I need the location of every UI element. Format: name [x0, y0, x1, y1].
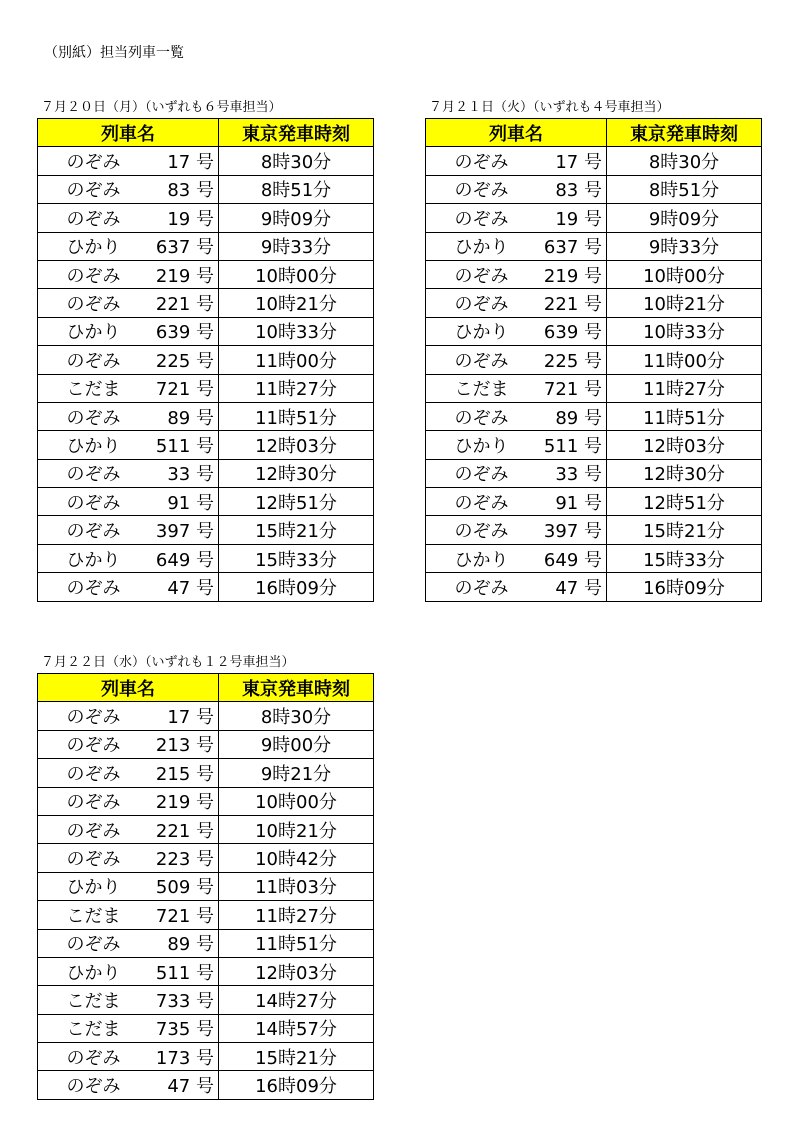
departure-time-cell: 10時21分	[607, 289, 762, 317]
departure-time-cell: 9時09分	[607, 204, 762, 232]
departure-time-cell: 10時21分	[219, 815, 374, 843]
train-number-cell: 219 号	[512, 260, 607, 288]
train-number-cell: 511 号	[124, 431, 219, 459]
section-title: ７月２０日（月）（いずれも６号車担当）	[41, 100, 282, 115]
train-type-cell: のぞみ	[38, 516, 124, 544]
table-row	[38, 402, 374, 430]
departure-time-cell: 10時00分	[219, 787, 374, 815]
table-row	[38, 346, 374, 374]
departure-time-cell: 15時33分	[607, 544, 762, 572]
train-type-cell: のぞみ	[38, 730, 124, 758]
table-row	[426, 544, 762, 572]
train-number-cell: 511 号	[512, 431, 607, 459]
schedule-section-jul22	[37, 653, 373, 1100]
train-type-cell: のぞみ	[426, 147, 512, 175]
train-number-cell: 225 号	[124, 346, 219, 374]
departure-time-cell: 16時09分	[219, 1071, 374, 1099]
departure-time-cell: 8時51分	[219, 175, 374, 203]
table-row	[426, 346, 762, 374]
train-number-cell: 47 号	[512, 573, 607, 601]
train-table	[425, 118, 762, 602]
table-row	[38, 844, 374, 872]
table-row	[38, 872, 374, 900]
train-type-cell: のぞみ	[38, 573, 124, 601]
departure-time-cell: 9時33分	[219, 232, 374, 260]
departure-time-cell: 12時51分	[607, 488, 762, 516]
train-number-cell: 33 号	[124, 459, 219, 487]
train-type-cell: のぞみ	[38, 1043, 124, 1071]
train-number-cell: 221 号	[124, 289, 219, 317]
departure-time-cell: 8時51分	[607, 175, 762, 203]
train-type-cell: のぞみ	[426, 488, 512, 516]
table-row	[38, 1043, 374, 1071]
train-type-cell: ひかり	[38, 431, 124, 459]
train-number-cell: 721 号	[512, 374, 607, 402]
train-type-cell: こだま	[426, 374, 512, 402]
train-number-cell: 397 号	[124, 516, 219, 544]
table-row	[38, 929, 374, 957]
train-type-cell: のぞみ	[426, 289, 512, 317]
train-type-cell: のぞみ	[426, 346, 512, 374]
train-number-cell: 17 号	[124, 702, 219, 730]
train-number-cell: 47 号	[124, 573, 219, 601]
table-header-row	[38, 119, 374, 147]
train-type-cell: のぞみ	[426, 516, 512, 544]
train-table	[37, 673, 374, 1100]
train-type-cell: のぞみ	[38, 488, 124, 516]
train-type-cell: のぞみ	[38, 759, 124, 787]
train-number-cell: 639 号	[124, 317, 219, 345]
departure-time-cell: 10時00分	[607, 260, 762, 288]
train-type-cell: ひかり	[426, 317, 512, 345]
departure-time-cell: 8時30分	[219, 147, 374, 175]
departure-time-cell: 10時21分	[219, 289, 374, 317]
train-number-cell: 509 号	[124, 872, 219, 900]
table-row	[426, 573, 762, 601]
train-number-cell: 649 号	[512, 544, 607, 572]
table-row	[38, 431, 374, 459]
table-row	[38, 1014, 374, 1042]
table-row	[38, 702, 374, 730]
train-type-cell: ひかり	[38, 957, 124, 985]
train-number-cell: 91 号	[124, 488, 219, 516]
train-type-cell: のぞみ	[38, 815, 124, 843]
table-row	[38, 815, 374, 843]
train-number-cell: 637 号	[512, 232, 607, 260]
train-number-cell: 225 号	[512, 346, 607, 374]
train-type-cell: のぞみ	[38, 346, 124, 374]
train-type-cell: ひかり	[38, 317, 124, 345]
table-row	[38, 544, 374, 572]
train-number-cell: 721 号	[124, 374, 219, 402]
train-type-cell: のぞみ	[38, 1071, 124, 1099]
train-type-cell: のぞみ	[38, 147, 124, 175]
table-row	[426, 459, 762, 487]
train-number-cell: 735 号	[124, 1014, 219, 1042]
train-type-cell: のぞみ	[38, 844, 124, 872]
table-row	[38, 986, 374, 1014]
departure-time-cell: 9時00分	[219, 730, 374, 758]
train-type-cell: のぞみ	[426, 260, 512, 288]
train-number-cell: 83 号	[124, 175, 219, 203]
train-type-cell: のぞみ	[38, 702, 124, 730]
train-number-cell: 511 号	[124, 957, 219, 985]
train-type-cell: こだま	[38, 986, 124, 1014]
train-type-cell: のぞみ	[426, 573, 512, 601]
train-type-cell: こだま	[38, 1014, 124, 1042]
departure-time-cell: 11時51分	[607, 402, 762, 430]
departure-time-cell: 11時51分	[219, 402, 374, 430]
train-number-cell: 221 号	[512, 289, 607, 317]
train-number-cell: 219 号	[124, 787, 219, 815]
train-number-cell: 733 号	[124, 986, 219, 1014]
departure-time-cell: 10時33分	[219, 317, 374, 345]
departure-time-header: 東京発車時刻	[219, 119, 374, 147]
train-type-cell: ひかり	[38, 544, 124, 572]
departure-time-cell: 15時21分	[219, 516, 374, 544]
train-type-cell: のぞみ	[38, 260, 124, 288]
departure-time-cell: 11時00分	[607, 346, 762, 374]
departure-time-cell: 15時33分	[219, 544, 374, 572]
document-title: （別紙）担当列車一覧	[44, 45, 184, 61]
departure-time-cell: 12時30分	[607, 459, 762, 487]
table-row	[38, 260, 374, 288]
train-number-cell: 173 号	[124, 1043, 219, 1071]
train-type-cell: こだま	[38, 374, 124, 402]
schedule-section-jul20	[37, 98, 373, 602]
train-number-cell: 637 号	[124, 232, 219, 260]
departure-time-cell: 11時51分	[219, 929, 374, 957]
table-row	[426, 260, 762, 288]
train-type-cell: のぞみ	[38, 787, 124, 815]
departure-time-cell: 8時30分	[219, 702, 374, 730]
train-type-cell: のぞみ	[38, 402, 124, 430]
train-type-cell: こだま	[38, 901, 124, 929]
train-name-header: 列車名	[38, 119, 219, 147]
table-row	[38, 204, 374, 232]
train-number-cell: 649 号	[124, 544, 219, 572]
departure-time-cell: 15時21分	[219, 1043, 374, 1071]
departure-time-cell: 15時21分	[607, 516, 762, 544]
departure-time-cell: 11時27分	[607, 374, 762, 402]
departure-time-cell: 9時21分	[219, 759, 374, 787]
train-number-cell: 47 号	[124, 1071, 219, 1099]
train-number-cell: 215 号	[124, 759, 219, 787]
train-type-cell: ひかり	[426, 232, 512, 260]
departure-time-cell: 10時42分	[219, 844, 374, 872]
section-title: ７月２１日（火）（いずれも４号車担当）	[429, 100, 670, 115]
departure-time-cell: 12時03分	[219, 431, 374, 459]
departure-time-cell: 16時09分	[219, 573, 374, 601]
train-type-cell: のぞみ	[426, 175, 512, 203]
departure-time-cell: 10時00分	[219, 260, 374, 288]
departure-time-cell: 11時27分	[219, 901, 374, 929]
train-type-cell: のぞみ	[38, 175, 124, 203]
departure-time-header: 東京発車時刻	[219, 674, 374, 702]
table-header-row	[38, 674, 374, 702]
train-number-cell: 213 号	[124, 730, 219, 758]
train-number-cell: 91 号	[512, 488, 607, 516]
train-type-cell: のぞみ	[38, 289, 124, 317]
train-number-cell: 89 号	[124, 929, 219, 957]
table-row	[38, 374, 374, 402]
train-type-cell: のぞみ	[38, 204, 124, 232]
train-number-cell: 19 号	[124, 204, 219, 232]
departure-time-cell: 12時03分	[219, 957, 374, 985]
train-type-cell: のぞみ	[426, 459, 512, 487]
train-number-cell: 17 号	[512, 147, 607, 175]
table-row	[426, 289, 762, 317]
table-row	[38, 232, 374, 260]
table-row	[426, 516, 762, 544]
table-row	[38, 516, 374, 544]
table-header-row	[426, 119, 762, 147]
train-number-cell: 221 号	[124, 815, 219, 843]
train-type-cell: ひかり	[38, 232, 124, 260]
table-row	[38, 147, 374, 175]
table-row	[426, 488, 762, 516]
departure-time-cell: 11時27分	[219, 374, 374, 402]
train-type-cell: のぞみ	[426, 402, 512, 430]
departure-time-cell: 11時00分	[219, 346, 374, 374]
schedule-section-jul21	[425, 98, 761, 602]
departure-time-cell: 8時30分	[607, 147, 762, 175]
departure-time-cell: 12時51分	[219, 488, 374, 516]
train-number-cell: 639 号	[512, 317, 607, 345]
departure-time-cell: 14時57分	[219, 1014, 374, 1042]
table-row	[38, 1071, 374, 1099]
table-row	[38, 175, 374, 203]
departure-time-cell: 14時27分	[219, 986, 374, 1014]
table-row	[426, 402, 762, 430]
table-row	[426, 204, 762, 232]
table-row	[38, 901, 374, 929]
train-number-cell: 397 号	[512, 516, 607, 544]
table-row	[38, 759, 374, 787]
train-number-cell: 219 号	[124, 260, 219, 288]
table-row	[426, 147, 762, 175]
table-row	[426, 374, 762, 402]
table-row	[38, 573, 374, 601]
train-number-cell: 19 号	[512, 204, 607, 232]
table-row	[38, 787, 374, 815]
train-type-cell: ひかり	[426, 431, 512, 459]
train-number-cell: 721 号	[124, 901, 219, 929]
departure-time-cell: 11時03分	[219, 872, 374, 900]
departure-time-cell: 9時33分	[607, 232, 762, 260]
train-number-cell: 223 号	[124, 844, 219, 872]
train-type-cell: ひかり	[426, 544, 512, 572]
train-number-cell: 89 号	[124, 402, 219, 430]
train-number-cell: 89 号	[512, 402, 607, 430]
train-name-header: 列車名	[38, 674, 219, 702]
table-row	[38, 488, 374, 516]
table-row	[426, 431, 762, 459]
train-number-cell: 17 号	[124, 147, 219, 175]
train-type-cell: のぞみ	[38, 459, 124, 487]
train-table	[37, 118, 374, 602]
train-type-cell: のぞみ	[426, 204, 512, 232]
departure-time-cell: 12時30分	[219, 459, 374, 487]
table-row	[426, 175, 762, 203]
train-number-cell: 33 号	[512, 459, 607, 487]
train-name-header: 列車名	[426, 119, 607, 147]
table-row	[38, 289, 374, 317]
section-title: ７月２２日（水）（いずれも１２号車担当）	[41, 655, 295, 670]
departure-time-cell: 12時03分	[607, 431, 762, 459]
table-row	[426, 232, 762, 260]
departure-time-cell: 9時09分	[219, 204, 374, 232]
departure-time-cell: 10時33分	[607, 317, 762, 345]
departure-time-header: 東京発車時刻	[607, 119, 762, 147]
table-row	[38, 957, 374, 985]
departure-time-cell: 16時09分	[607, 573, 762, 601]
train-type-cell: のぞみ	[38, 929, 124, 957]
train-number-cell: 83 号	[512, 175, 607, 203]
train-type-cell: ひかり	[38, 872, 124, 900]
table-row	[38, 459, 374, 487]
table-row	[38, 730, 374, 758]
table-row	[38, 317, 374, 345]
table-row	[426, 317, 762, 345]
